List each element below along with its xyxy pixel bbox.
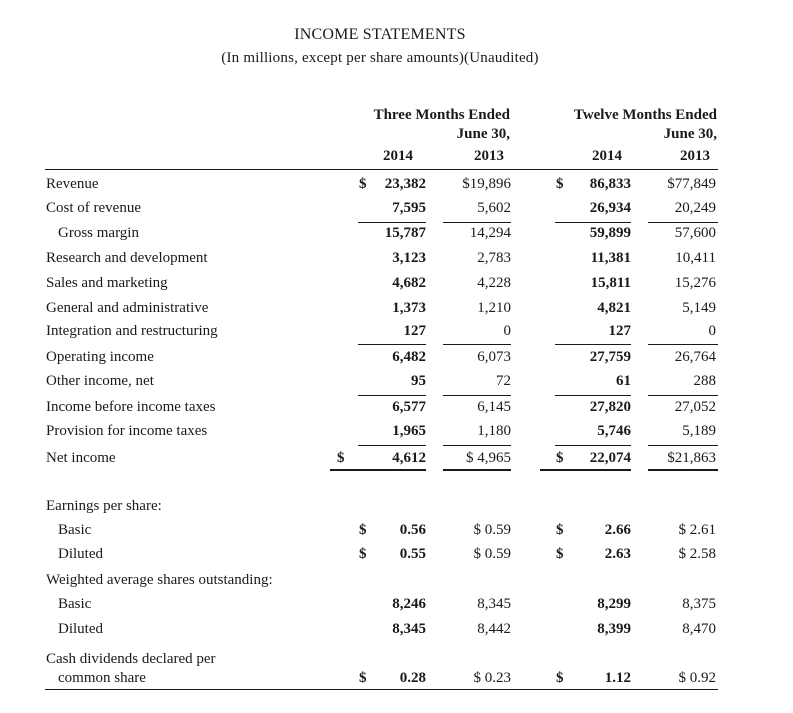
value-3m-2014: 15,787 [384,225,426,241]
value-12m-2013: $21,863 [667,450,716,466]
header-three-months-line1: Three Months Ended [373,107,510,123]
rule-above-gross-margin [648,222,718,223]
year-header-12m-2014: 2014 [592,148,622,164]
value-12m-2014: 59,899 [589,225,631,241]
value-3m-2013: 2,783 [477,250,511,266]
table-row [0,200,793,224]
shares-basic-3m-2013: 8,345 [477,596,511,612]
value-3m-2013: 0 [503,323,511,339]
value-12m-2013: 0 [708,323,716,339]
shares-diluted-3m-2013: 8,442 [477,621,511,637]
rule-above-pretax-income [358,395,426,396]
net-income-double-rule [443,469,511,471]
rule-above-net-income [358,445,426,446]
value-12m-2013: 27,052 [674,399,716,415]
eps-basic-dollar-3m-2014: $ [359,522,367,538]
dollar-sign: $ [556,176,564,192]
eps-diluted-row [0,546,793,570]
dividends-label-line1: Cash dividends declared per [46,651,216,667]
shares-diluted-row [0,621,793,645]
value-12m-2014: 27,759 [589,349,631,365]
value-3m-2014: 3,123 [392,250,426,266]
value-3m-2013: $19,896 [462,176,511,192]
shares-diluted-12m-2013: 8,470 [682,621,716,637]
rule-above-operating-income [443,344,511,345]
eps-basic-3m-2013: $ 0.59 [473,522,511,538]
value-3m-2013: 6,145 [477,399,511,415]
eps-basic-12m-2014: 2.66 [604,522,631,538]
rule-above-operating-income [555,344,631,345]
dividends-dollar-3m-2014: $ [359,670,367,686]
value-3m-2014: 127 [403,323,426,339]
row-label: Sales and marketing [46,275,168,291]
table-row [0,250,793,274]
shares-basic-label: Basic [58,596,92,612]
value-12m-2013: 26,764 [674,349,716,365]
rule-above-gross-margin [555,222,631,223]
bottom-rule [45,689,718,690]
dollar-sign: $ [359,176,367,192]
value-12m-2014: 15,811 [590,275,631,291]
row-label: Provision for income taxes [46,423,208,439]
rule-above-net-income [443,445,511,446]
eps-diluted-12m-2013: $ 2.58 [678,546,716,562]
value-3m-2014: 4,682 [392,275,426,291]
value-3m-2013: 1,210 [477,300,511,316]
eps-basic-row [0,522,793,546]
table-row [0,399,793,423]
table-row [0,373,793,397]
eps-diluted-3m-2013: $ 0.59 [473,546,511,562]
statement-title: INCOME STATEMENTS [294,26,466,43]
value-12m-2013: 10,411 [675,250,716,266]
dividends-label-line2: common share [58,670,146,686]
eps-heading-row [0,498,793,522]
row-label: Operating income [46,349,154,365]
row-label: Integration and restructuring [46,323,218,339]
shares-basic-12m-2013: 8,375 [682,596,716,612]
value-12m-2013: $77,849 [667,176,716,192]
shares-basic-3m-2014: 8,246 [392,596,426,612]
dividends-row [0,670,793,694]
row-label: Other income, net [46,373,154,389]
value-12m-2014: 11,381 [590,250,631,266]
net-income-double-rule [540,469,631,471]
header-twelve-months [550,106,717,144]
shares-heading-row [0,572,793,596]
table-row [0,300,793,324]
table-row [0,423,793,447]
row-label: General and administrative [46,300,209,316]
rule-above-pretax-income [443,395,511,396]
value-12m-2014: 5,746 [597,423,631,439]
year-header-3m-2013: 2013 [474,148,504,164]
header-rule [45,169,718,170]
value-3m-2013: 6,073 [477,349,511,365]
value-3m-2013: 1,180 [477,423,511,439]
statement-subtitle: (In millions, except per share amounts)(Unaudited) [221,50,539,66]
value-12m-2014: 27,820 [589,399,631,415]
net-income-double-rule [330,469,426,471]
value-12m-2014: 4,821 [597,300,631,316]
rule-above-net-income [555,445,631,446]
value-12m-2014: 26,934 [589,200,631,216]
value-3m-2014: 6,577 [392,399,426,415]
value-3m-2014: 1,373 [392,300,426,316]
year-header-3m-2014: 2014 [383,148,413,164]
value-3m-2014: 23,382 [384,176,426,192]
table-row [0,225,793,249]
shares-basic-12m-2014: 8,299 [597,596,631,612]
value-12m-2014: 86,833 [589,176,631,192]
net-income-double-rule [648,469,718,471]
dollar-sign: $ [556,450,564,466]
row-label: Revenue [46,176,99,192]
value-12m-2013: 20,249 [674,200,716,216]
value-3m-2013: 14,294 [469,225,511,241]
eps-basic-12m-2013: $ 2.61 [678,522,716,538]
row-label: Cost of revenue [46,200,141,216]
row-label: Net income [46,450,116,466]
dividends-3m-2014: 0.28 [399,670,426,686]
value-12m-2013: 288 [693,373,716,389]
value-3m-2014: 95 [411,373,426,389]
row-label: Gross margin [58,225,139,241]
rule-above-pretax-income [555,395,631,396]
header-three-months [352,106,510,144]
dividends-3m-2013: $ 0.23 [473,670,511,686]
eps-heading: Earnings per share: [46,498,162,514]
row-label: Research and development [46,250,208,266]
dividends-12m-2013: $ 0.92 [678,670,716,686]
rule-above-pretax-income [648,395,718,396]
value-12m-2014: 61 [616,373,631,389]
eps-diluted-12m-2014: 2.63 [604,546,631,562]
header-twelve-months-line1: Twelve Months Ended [573,107,717,123]
dollar-sign: $ [337,450,345,466]
dividends-dollar-12m-2014: $ [556,670,564,686]
dividends-12m-2014: 1.12 [604,670,631,686]
value-3m-2014: 7,595 [392,200,426,216]
eps-diluted-dollar-12m-2014: $ [556,546,564,562]
value-3m-2014: 6,482 [392,349,426,365]
eps-diluted-3m-2014: 0.55 [399,546,426,562]
eps-diluted-dollar-3m-2014: $ [359,546,367,562]
value-12m-2013: 15,276 [674,275,716,291]
rule-above-operating-income [648,344,718,345]
shares-diluted-3m-2014: 8,345 [392,621,426,637]
table-row [0,176,793,200]
value-3m-2014: 1,965 [392,423,426,439]
shares-heading: Weighted average shares outstanding: [46,572,273,588]
rule-above-gross-margin [358,222,426,223]
row-label: Income before income taxes [46,399,216,415]
value-3m-2013: 72 [496,373,511,389]
value-3m-2013: 5,602 [477,200,511,216]
table-row [0,275,793,299]
value-12m-2014: 22,074 [589,450,631,466]
value-12m-2013: 5,189 [682,423,716,439]
value-3m-2013: 4,228 [477,275,511,291]
value-3m-2013: $ 4,965 [466,450,511,466]
eps-basic-3m-2014: 0.56 [399,522,426,538]
rule-above-net-income [648,445,718,446]
shares-basic-row [0,596,793,620]
value-12m-2014: 127 [608,323,631,339]
table-row [0,349,793,373]
eps-basic-label: Basic [58,522,92,538]
eps-diluted-label: Diluted [58,546,103,562]
value-3m-2014: 4,612 [392,450,426,466]
value-12m-2013: 5,149 [682,300,716,316]
rule-above-operating-income [358,344,426,345]
shares-diluted-label: Diluted [58,621,103,637]
year-header-12m-2013: 2013 [680,148,710,164]
shares-diluted-12m-2014: 8,399 [597,621,631,637]
rule-above-gross-margin [443,222,511,223]
eps-basic-dollar-12m-2014: $ [556,522,564,538]
value-12m-2013: 57,600 [674,225,716,241]
header-twelve-months-line2: June 30, [663,126,717,142]
header-three-months-line2: June 30, [456,126,510,142]
